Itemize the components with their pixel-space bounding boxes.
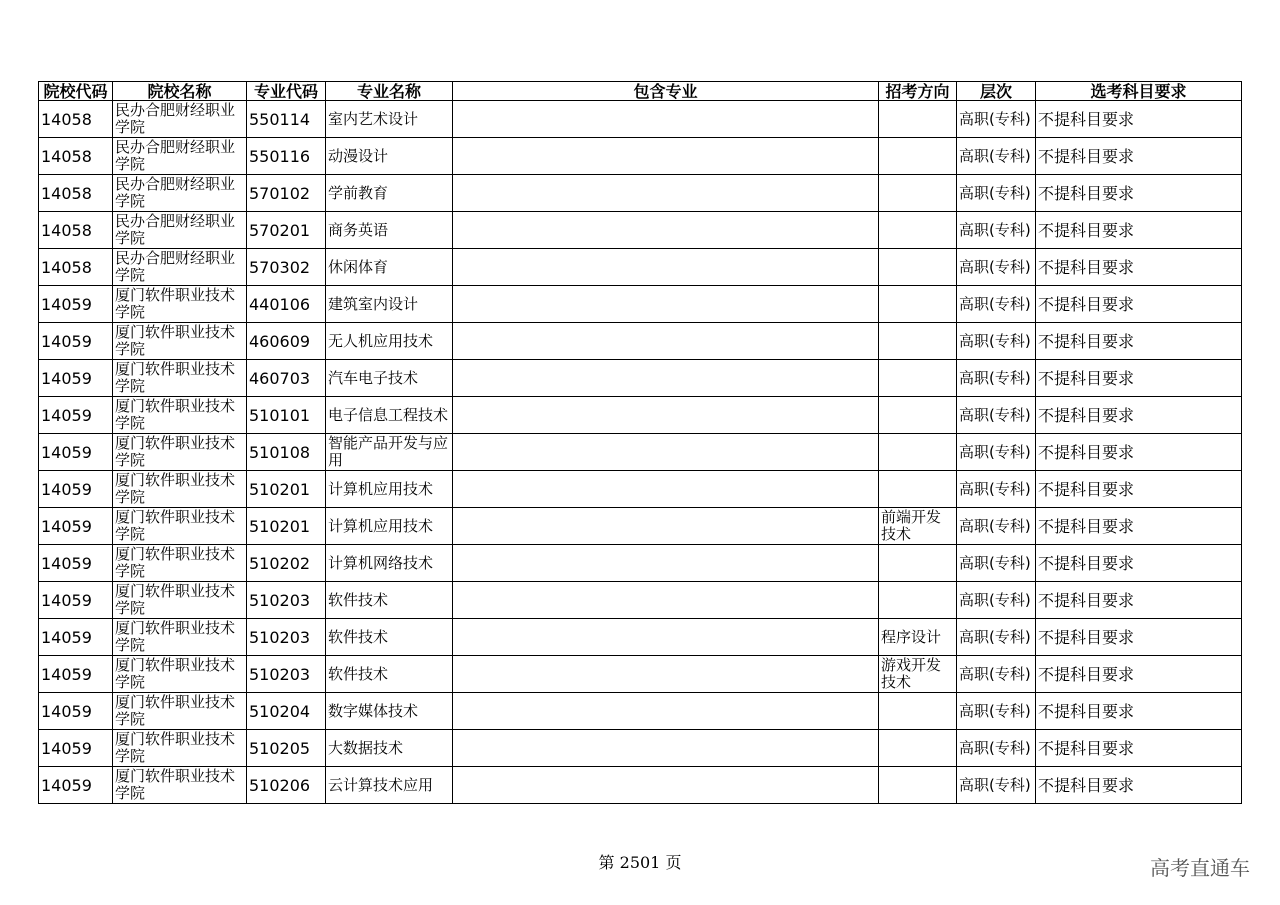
school-code-cell: 14059 [39, 286, 113, 323]
school-name-cell: 民办合肥财经职业学院 [113, 101, 247, 138]
major-code-cell: 510205 [247, 730, 326, 767]
level-cell: 高职(专科) [957, 286, 1036, 323]
table-row [39, 471, 1242, 508]
table-row [39, 360, 1242, 397]
level-cell: 高职(专科) [957, 730, 1036, 767]
major-code-cell: 440106 [247, 286, 326, 323]
table-row [39, 619, 1242, 656]
level-cell: 高职(专科) [957, 545, 1036, 582]
major-name-cell: 计算机网络技术 [326, 545, 453, 582]
included-majors-cell [453, 138, 879, 175]
major-name-cell: 无人机应用技术 [326, 323, 453, 360]
major-name-cell: 动漫设计 [326, 138, 453, 175]
school-name-cell: 厦门软件职业技术学院 [113, 471, 247, 508]
header-level: 层次 [957, 82, 1036, 101]
major-name-cell: 计算机应用技术 [326, 471, 453, 508]
included-majors-cell [453, 101, 879, 138]
school-name-cell: 厦门软件职业技术学院 [113, 656, 247, 693]
school-name-cell: 厦门软件职业技术学院 [113, 323, 247, 360]
table-row [39, 434, 1242, 471]
level-cell: 高职(专科) [957, 693, 1036, 730]
direction-cell [879, 175, 957, 212]
page-number: 第 2501 页 [598, 853, 682, 872]
level-cell: 高职(专科) [957, 582, 1036, 619]
major-code-cell: 510202 [247, 545, 326, 582]
major-name-cell: 汽车电子技术 [326, 360, 453, 397]
school-code-cell: 14059 [39, 619, 113, 656]
direction-cell [879, 360, 957, 397]
school-name-cell: 民办合肥财经职业学院 [113, 175, 247, 212]
school-code-cell: 14059 [39, 693, 113, 730]
included-majors-cell [453, 767, 879, 804]
header-major-name: 专业名称 [326, 82, 453, 101]
direction-cell [879, 471, 957, 508]
school-name-cell: 厦门软件职业技术学院 [113, 434, 247, 471]
school-name-cell: 民办合肥财经职业学院 [113, 212, 247, 249]
level-cell: 高职(专科) [957, 397, 1036, 434]
school-code-cell: 14059 [39, 323, 113, 360]
subject-requirement-cell: 不提科目要求 [1036, 397, 1242, 434]
header-included-majors: 包含专业 [453, 82, 879, 101]
school-name-cell: 民办合肥财经职业学院 [113, 249, 247, 286]
school-name-cell: 厦门软件职业技术学院 [113, 619, 247, 656]
school-name-cell: 厦门软件职业技术学院 [113, 730, 247, 767]
school-code-cell: 14059 [39, 471, 113, 508]
included-majors-cell [453, 249, 879, 286]
header-major-code: 专业代码 [247, 82, 326, 101]
direction-cell [879, 434, 957, 471]
subject-requirement-cell: 不提科目要求 [1036, 730, 1242, 767]
direction-cell [879, 323, 957, 360]
major-name-cell: 大数据技术 [326, 730, 453, 767]
subject-requirement-cell: 不提科目要求 [1036, 323, 1242, 360]
major-code-cell: 510201 [247, 471, 326, 508]
table-row [39, 767, 1242, 804]
level-cell: 高职(专科) [957, 434, 1036, 471]
subject-requirement-cell: 不提科目要求 [1036, 249, 1242, 286]
table-row [39, 138, 1242, 175]
included-majors-cell [453, 656, 879, 693]
level-cell: 高职(专科) [957, 323, 1036, 360]
direction-cell [879, 767, 957, 804]
table-row [39, 545, 1242, 582]
table-row [39, 582, 1242, 619]
major-name-cell: 室内艺术设计 [326, 101, 453, 138]
school-code-cell: 14058 [39, 101, 113, 138]
subject-requirement-cell: 不提科目要求 [1036, 101, 1242, 138]
major-name-cell: 商务英语 [326, 212, 453, 249]
major-code-cell: 510206 [247, 767, 326, 804]
major-name-cell: 休闲体育 [326, 249, 453, 286]
school-code-cell: 14059 [39, 360, 113, 397]
included-majors-cell [453, 545, 879, 582]
school-name-cell: 厦门软件职业技术学院 [113, 508, 247, 545]
major-name-cell: 学前教育 [326, 175, 453, 212]
included-majors-cell [453, 360, 879, 397]
included-majors-cell [453, 175, 879, 212]
school-name-cell: 厦门软件职业技术学院 [113, 545, 247, 582]
level-cell: 高职(专科) [957, 767, 1036, 804]
included-majors-cell [453, 693, 879, 730]
major-code-cell: 570102 [247, 175, 326, 212]
subject-requirement-cell: 不提科目要求 [1036, 138, 1242, 175]
school-name-cell: 厦门软件职业技术学院 [113, 693, 247, 730]
header-direction: 招考方向 [879, 82, 957, 101]
level-cell: 高职(专科) [957, 138, 1036, 175]
school-code-cell: 14058 [39, 212, 113, 249]
subject-requirement-cell: 不提科目要求 [1036, 582, 1242, 619]
included-majors-cell [453, 286, 879, 323]
major-code-cell: 510201 [247, 508, 326, 545]
subject-requirement-cell: 不提科目要求 [1036, 360, 1242, 397]
table-row [39, 286, 1242, 323]
table-header-row [39, 82, 1242, 101]
subject-requirement-cell: 不提科目要求 [1036, 471, 1242, 508]
table-row [39, 656, 1242, 693]
subject-requirement-cell: 不提科目要求 [1036, 693, 1242, 730]
major-code-cell: 550116 [247, 138, 326, 175]
school-code-cell: 14059 [39, 397, 113, 434]
direction-cell: 游戏开发技术 [879, 656, 957, 693]
level-cell: 高职(专科) [957, 175, 1036, 212]
major-code-cell: 570302 [247, 249, 326, 286]
table-row [39, 730, 1242, 767]
level-cell: 高职(专科) [957, 471, 1036, 508]
table-body [39, 101, 1242, 804]
school-name-cell: 厦门软件职业技术学院 [113, 286, 247, 323]
level-cell: 高职(专科) [957, 212, 1036, 249]
school-code-cell: 14059 [39, 434, 113, 471]
level-cell: 高职(专科) [957, 619, 1036, 656]
major-name-cell: 软件技术 [326, 619, 453, 656]
school-code-cell: 14058 [39, 249, 113, 286]
subject-requirement-cell: 不提科目要求 [1036, 508, 1242, 545]
direction-cell [879, 138, 957, 175]
level-cell: 高职(专科) [957, 101, 1036, 138]
subject-requirement-cell: 不提科目要求 [1036, 434, 1242, 471]
school-code-cell: 14059 [39, 545, 113, 582]
school-name-cell: 厦门软件职业技术学院 [113, 767, 247, 804]
direction-cell [879, 730, 957, 767]
table-row [39, 693, 1242, 730]
included-majors-cell [453, 434, 879, 471]
table-row [39, 212, 1242, 249]
table-row [39, 323, 1242, 360]
table-row [39, 175, 1242, 212]
included-majors-cell [453, 582, 879, 619]
major-name-cell: 电子信息工程技术 [326, 397, 453, 434]
table-row [39, 508, 1242, 545]
included-majors-cell [453, 508, 879, 545]
school-code-cell: 14059 [39, 508, 113, 545]
major-name-cell: 智能产品开发与应用 [326, 434, 453, 471]
school-code-cell: 14059 [39, 730, 113, 767]
subject-requirement-cell: 不提科目要求 [1036, 767, 1242, 804]
school-code-cell: 14059 [39, 767, 113, 804]
major-code-cell: 460609 [247, 323, 326, 360]
direction-cell [879, 545, 957, 582]
direction-cell: 程序设计 [879, 619, 957, 656]
major-code-cell: 570201 [247, 212, 326, 249]
included-majors-cell [453, 619, 879, 656]
subject-requirement-cell: 不提科目要求 [1036, 286, 1242, 323]
direction-cell [879, 693, 957, 730]
major-code-cell: 510204 [247, 693, 326, 730]
major-name-cell: 软件技术 [326, 582, 453, 619]
school-code-cell: 14058 [39, 175, 113, 212]
watermark: 高考直通车 [1150, 856, 1250, 880]
major-code-cell: 510203 [247, 582, 326, 619]
direction-cell [879, 582, 957, 619]
subject-requirement-cell: 不提科目要求 [1036, 545, 1242, 582]
school-code-cell: 14059 [39, 656, 113, 693]
school-name-cell: 厦门软件职业技术学院 [113, 397, 247, 434]
major-code-cell: 460703 [247, 360, 326, 397]
major-code-cell: 510203 [247, 619, 326, 656]
header-school-name: 院校名称 [113, 82, 247, 101]
admissions-table [38, 81, 1242, 804]
direction-cell [879, 101, 957, 138]
major-name-cell: 云计算技术应用 [326, 767, 453, 804]
table-row [39, 101, 1242, 138]
header-school-code: 院校代码 [39, 82, 113, 101]
level-cell: 高职(专科) [957, 656, 1036, 693]
table-row [39, 397, 1242, 434]
included-majors-cell [453, 323, 879, 360]
included-majors-cell [453, 212, 879, 249]
major-name-cell: 建筑室内设计 [326, 286, 453, 323]
school-code-cell: 14058 [39, 138, 113, 175]
direction-cell [879, 397, 957, 434]
direction-cell [879, 249, 957, 286]
school-name-cell: 厦门软件职业技术学院 [113, 582, 247, 619]
included-majors-cell [453, 730, 879, 767]
major-name-cell: 软件技术 [326, 656, 453, 693]
school-code-cell: 14059 [39, 582, 113, 619]
major-name-cell: 计算机应用技术 [326, 508, 453, 545]
direction-cell: 前端开发技术 [879, 508, 957, 545]
level-cell: 高职(专科) [957, 360, 1036, 397]
table-row [39, 249, 1242, 286]
major-code-cell: 510101 [247, 397, 326, 434]
direction-cell [879, 286, 957, 323]
subject-requirement-cell: 不提科目要求 [1036, 619, 1242, 656]
subject-requirement-cell: 不提科目要求 [1036, 212, 1242, 249]
major-name-cell: 数字媒体技术 [326, 693, 453, 730]
major-code-cell: 510203 [247, 656, 326, 693]
school-name-cell: 民办合肥财经职业学院 [113, 138, 247, 175]
included-majors-cell [453, 471, 879, 508]
major-code-cell: 510108 [247, 434, 326, 471]
school-name-cell: 厦门软件职业技术学院 [113, 360, 247, 397]
subject-requirement-cell: 不提科目要求 [1036, 656, 1242, 693]
included-majors-cell [453, 397, 879, 434]
major-code-cell: 550114 [247, 101, 326, 138]
level-cell: 高职(专科) [957, 508, 1036, 545]
header-subject-requirement: 选考科目要求 [1036, 82, 1242, 101]
level-cell: 高职(专科) [957, 249, 1036, 286]
direction-cell [879, 212, 957, 249]
subject-requirement-cell: 不提科目要求 [1036, 175, 1242, 212]
